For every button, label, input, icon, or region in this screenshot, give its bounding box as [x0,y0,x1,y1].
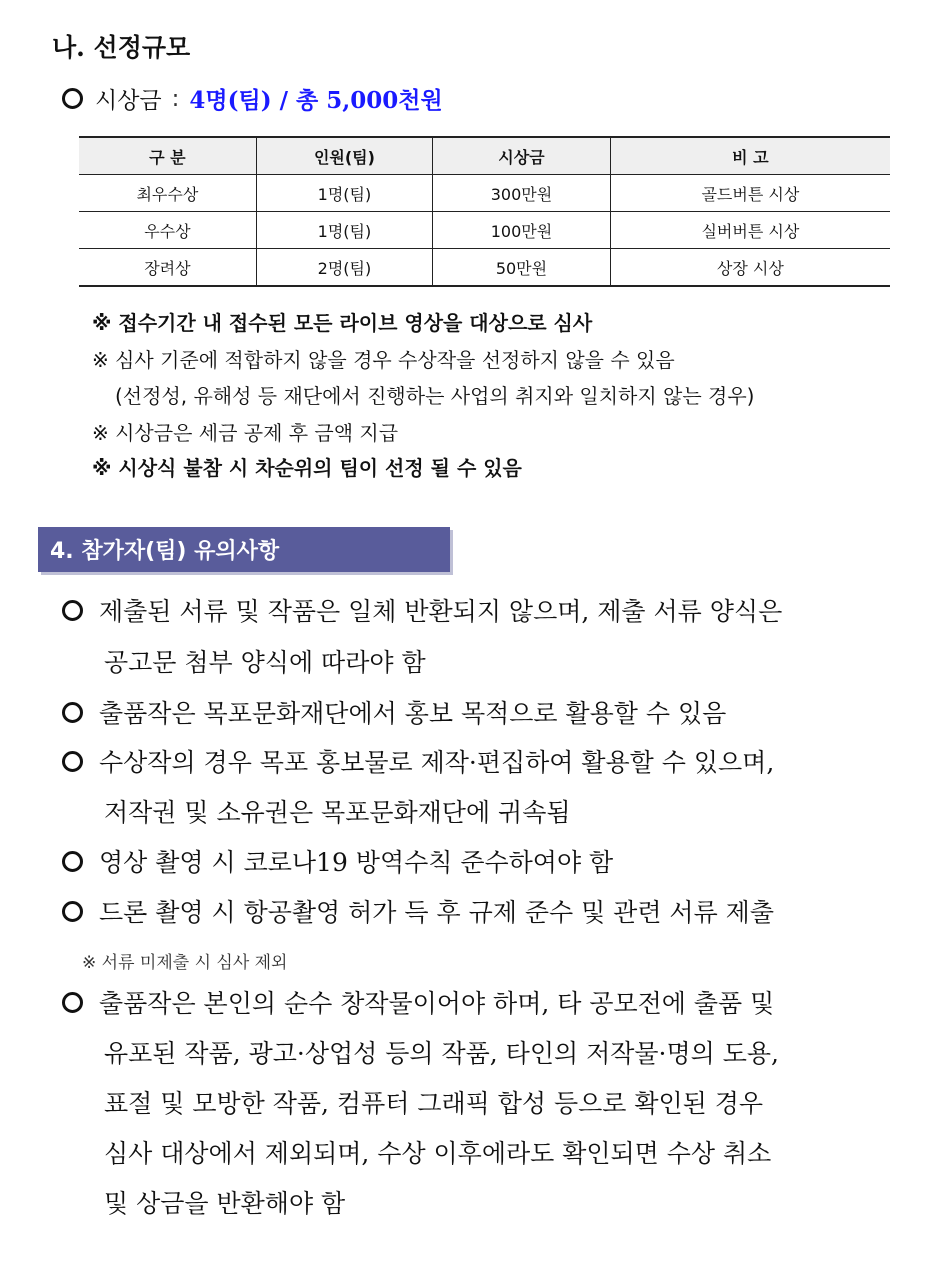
circle-bullet-icon [62,901,83,922]
circle-bullet-icon [62,88,83,109]
table-row [79,175,890,212]
circle-bullet-icon [62,751,83,772]
section-title-bar [38,527,450,572]
list-item-continuation: 심사 대상에서 제외되며, 수상 이후에라도 확인되면 수상 취소 [104,1139,772,1168]
list-item-text: 제출된 서류 및 작품은 일체 반환되지 않으며, 제출 서류 양식은 [99,597,783,626]
list-item [62,743,774,779]
awards-table [79,136,890,287]
list-item-text: 영상 촬영 시 코로나19 방역수칙 준수하여야 함 [99,848,614,877]
table-header-row [79,137,890,175]
table-cell: 장려상 [79,249,256,287]
table-cell: 우수상 [79,212,256,249]
list-item [62,984,774,1020]
prize-label: 시상금 [95,88,162,114]
table-cell: 100만원 [433,212,611,249]
prize-summary [62,82,443,115]
list-item-text: 출품작은 목포문화재단에서 홍보 목적으로 활용할 수 있음 [99,699,727,728]
table-row [79,212,890,249]
note-continuation: (선정성, 유해성 등 재단에서 진행하는 사업의 취지와 일치하지 않는 경우) [115,384,755,408]
table-cell: 최우수상 [79,175,256,212]
table-header-cell: 비 고 [610,137,890,175]
table-header-cell: 시상금 [433,137,611,175]
table-cell: 50만원 [433,249,611,287]
list-item-text: 출품작은 본인의 순수 창작물이어야 하며, 타 공모전에 출품 및 [99,989,775,1018]
circle-bullet-icon [62,992,83,1013]
table-cell: 골드버튼 시상 [610,175,890,212]
note-line: ※ 시상금은 세금 공제 후 금액 지급 [92,421,399,445]
list-item-text: 드론 촬영 시 항공촬영 허가 득 후 규제 준수 및 관련 서류 제출 [99,898,774,927]
table-cell: 상장 시상 [610,249,890,287]
circle-bullet-icon [62,702,83,723]
table-cell: 1명(팀) [256,175,432,212]
circle-bullet-icon [62,600,83,621]
section-heading: 나. 선정규모 [52,33,191,62]
note-line: ※ 시상식 불참 시 차순위의 팀이 선정 될 수 있음 [92,456,522,480]
section-title: 4. 참가자(팀) 유의사항 [50,539,280,564]
list-item-continuation: 표절 및 모방한 작품, 컴퓨터 그래픽 합성 등으로 확인된 경우 [104,1089,764,1118]
note-line: ※ 심사 기준에 적합하지 않을 경우 수상작을 선정하지 않을 수 있음 [92,348,675,372]
list-item-text: 수상작의 경우 목포 홍보물로 제작·편집하여 활용할 수 있으며, [99,748,775,777]
table-cell: 2명(팀) [256,249,432,287]
list-item-continuation: 공고문 첨부 양식에 따라야 함 [104,648,426,677]
table-cell: 1명(팀) [256,212,432,249]
list-item [62,694,726,730]
table-header-cell: 구 분 [79,137,256,175]
table-cell: 실버버튼 시상 [610,212,890,249]
table-row [79,249,890,287]
list-item [62,893,774,929]
sub-note: ※ 서류 미제출 시 심사 제외 [82,953,288,973]
list-item [62,843,613,879]
list-item [62,592,782,628]
list-item-continuation: 및 상금을 반환해야 함 [104,1189,346,1218]
list-item-continuation: 유포된 작품, 광고·상업성 등의 작품, 타인의 저작물·명의 도용, [104,1039,779,1068]
note-line: ※ 접수기간 내 접수된 모든 라이브 영상을 대상으로 심사 [92,311,593,335]
circle-bullet-icon [62,851,83,872]
list-item-continuation: 저작권 및 소유권은 목포문화재단에 귀속됨 [104,798,571,827]
prize-value: 4명(팀) / 총 5,000천원 [189,87,443,114]
prize-colon: : [171,85,180,112]
table-cell: 300만원 [433,175,611,212]
table-header-cell: 인원(팀) [256,137,432,175]
